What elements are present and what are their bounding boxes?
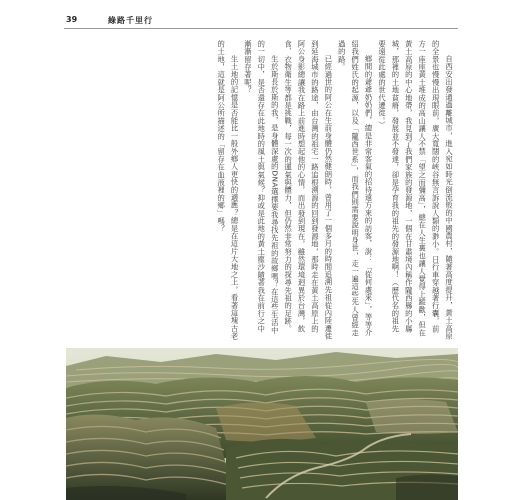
- paragraph: 生土地的記憶是否能比一般外鄉人更快的適應？總是在這片大地之上，看著這塊古老的土地，這就是阿公所描述的「留存在血液裡的鄉」嗎？: [217, 40, 240, 340]
- ochre-slope: [366, 399, 458, 434]
- foreground-shadow: [396, 474, 458, 500]
- page-number: 39: [66, 15, 78, 24]
- paragraph: 生於斯長於斯的我，是身體深處的DNA選擇要我尋找先祖的故鄉嗎？在這些生活中的一切中，是否還存在此地時的風土與氣候？抑或是此地的黃土塵沙隨著我在前行之中漸漸留存著呢？: [243, 40, 280, 334]
- body-text: [66, 40, 456, 340]
- paragraph: 鄉間的爺爺奶奶們，總是非常客氣的招待遠方來的訪客，說：「從何處來」，等等介紹我們姓氏的起源，以及「隴西世系」，而我們則需要說明身世，走一遍這些先人曾經走過的路。: [337, 40, 374, 337]
- paragraph: 已經過世的阿公在生前身體仍然健朗時，曾用了一個多月的時間追溯先祖從內陸遷徙到延海城市的路途，由台灣的祖宅一路追根溯源的回到發源地，那時走在黃土高原上的阿公身影總讓我在路上前進時想起他的心情，而出發到現在，雖然環境迥異於台灣，飲食、衣物衛生等都是挑戰，每一次的運氣與體力，但仍然非常努力的探尋先祖的足跡。: [284, 40, 334, 340]
- photo-illustration: [66, 348, 458, 500]
- terraced-hills-photo: [66, 348, 458, 500]
- paragraph: 自西安出發通過離城市，進入宛如時光倒流般的中國農村，隨著高度提升，黃土高原的全景也慢慢出現眼前，廣大寬闊的峽谷無言訴說人類的渺小。日行車穿越著行囊，前方一座座黃土堆成的高山讓人不禁「望之而彌高」，總在人生裏也讓人覺得上蹤歡，但在黃土高原的中心地帶，我見到了我們家族的發源地，一個在甘肅境內稱作隴西縣的小縣城，那裡的土地貧瘠，發展並不發達，卻是孕育我的祖先的發源地啊！（歷代名的祖先要遠從此處的世代遷徙。）: [377, 40, 454, 340]
- header-rule: [64, 28, 458, 29]
- running-title: 綠路千里行: [108, 16, 153, 25]
